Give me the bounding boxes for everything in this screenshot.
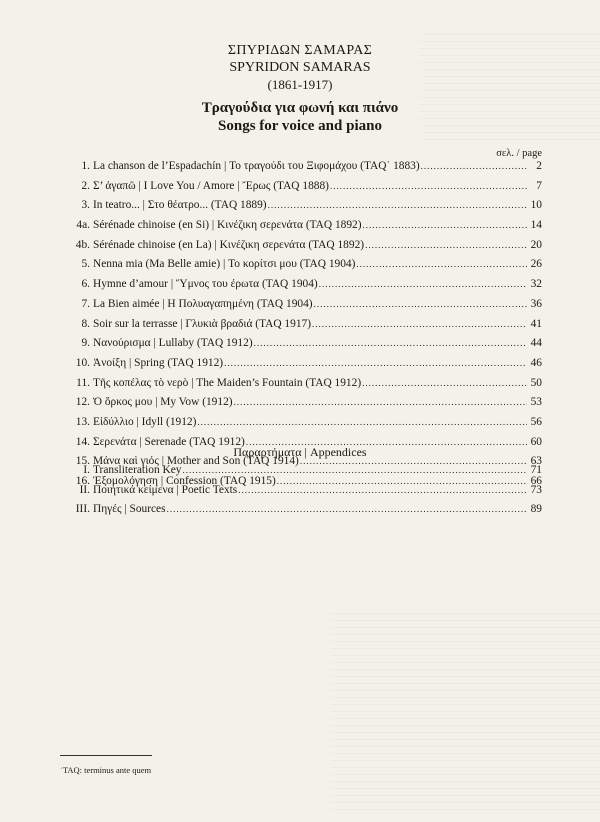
toc-entry	[50, 318, 542, 338]
toc-entry	[50, 484, 542, 504]
entry-page-number: 46	[530, 356, 542, 369]
composer-name-greek: ΣΠΥΡΙΔΩΝ ΣΑΜΑΡΑΣ	[227, 43, 373, 58]
entry-title: Sérénade chinoise (en La) | Κινέζικη σερενάτα (TAQ 1892)	[93, 238, 365, 251]
entry-title: Ὁ ὅρκος μου | My Vow (1912)	[93, 396, 233, 409]
dot-leader	[356, 259, 527, 269]
entry-page-number: 53	[530, 396, 542, 409]
entry-page-number: 41	[530, 317, 542, 330]
entry-number: 4a.	[76, 219, 90, 232]
entry-page-number: 73	[530, 483, 542, 496]
dot-leader	[254, 338, 527, 348]
entry-page-number: 32	[530, 278, 542, 291]
page-column-label: σελ. / page	[496, 148, 542, 159]
footnote-divider	[60, 755, 152, 756]
entry-number: 10.	[75, 356, 90, 369]
dot-leader	[421, 161, 527, 171]
dot-leader	[365, 240, 527, 250]
composer-dates: (1861-1917)	[267, 77, 333, 92]
entry-title: Ποιητικά κείμενα | Poetic Texts	[93, 483, 238, 496]
entry-title: Ἐξομολόγηση | Confession (TAQ 1915)	[93, 475, 276, 487]
entry-number: 2.	[81, 179, 90, 192]
toc-entry	[50, 199, 542, 219]
entry-title: Πηγές | Sources	[93, 503, 166, 516]
entry-page-number: 44	[530, 337, 542, 350]
entry-page-number: 14	[530, 219, 542, 232]
toc-entry	[50, 278, 542, 298]
dot-leader	[167, 504, 527, 514]
footnote: ˙TAQ: terminus ante quem	[60, 765, 152, 775]
toc-entry	[50, 298, 542, 318]
entry-title: Εἰδύλλιο | Idyll (1912)	[93, 415, 197, 428]
entry-title: Μάνα καὶ γιός | Mother and Son (TAQ 1914)	[93, 455, 299, 468]
entry-page-number: 89	[530, 503, 542, 516]
entry-number: 16.	[75, 475, 90, 487]
bleed-through-music-lower	[330, 610, 600, 810]
dot-leader	[319, 279, 527, 289]
composer-header	[0, 42, 600, 94]
dot-leader	[224, 358, 527, 368]
title-english: Songs for voice and piano	[218, 118, 382, 134]
entry-number: 14.	[75, 435, 90, 448]
toc-entry	[50, 377, 542, 397]
toc-entry	[50, 357, 542, 377]
entry-page-number: 7	[536, 179, 542, 192]
entry-number: 8.	[81, 317, 90, 330]
entry-number: 13.	[75, 415, 90, 428]
toc-entry	[50, 503, 542, 523]
toc-entry	[50, 464, 542, 484]
toc-entry	[50, 160, 542, 180]
dot-leader	[197, 417, 527, 427]
entry-title: In teatro... | Στο θέατρο... (TAQ 1889)	[93, 199, 267, 212]
entry-number: 9.	[81, 337, 90, 350]
title-greek: Τραγούδια για φωνή και πιάνο	[201, 100, 399, 116]
entry-number: 1.	[81, 160, 90, 172]
toc-entry	[50, 180, 542, 200]
entry-page-number: 10	[530, 199, 542, 212]
dot-leader	[312, 319, 527, 329]
entry-page-number: 50	[530, 376, 542, 389]
entry-title: Σερενάτα | Serenade (TAQ 1912)	[93, 435, 245, 448]
entry-page-number: 26	[530, 258, 542, 271]
entry-page-number: 56	[530, 415, 542, 428]
appendices-heading: Παραρτήματα | Appendices	[233, 445, 367, 459]
entry-title: Σ’ ἀγαπῶ | I Love You / Amore | Ἔρως (TAQ 1888)	[93, 179, 329, 192]
entry-number: 12.	[75, 396, 90, 409]
entry-title: Sérénade chinoise (en Si) | Κινέζικη σερενάτα (TAQ 1892)	[93, 219, 362, 232]
appendices-list	[50, 464, 542, 523]
entry-title: Transliteration Key	[93, 464, 182, 476]
toc-entry	[50, 337, 542, 357]
entry-title: Τῆς κοπέλας τὸ νερὸ | The Maiden’s Fountain (TAQ 1912)	[93, 376, 362, 389]
entry-number: 6.	[81, 278, 90, 291]
entry-title: Soir sur la terrasse | Γλυκιὰ βραδιά (TAQ 1917)	[93, 317, 312, 330]
toc-entry	[50, 219, 542, 239]
entry-number: 4b.	[75, 238, 90, 251]
dot-leader	[238, 485, 527, 495]
entry-page-number: 20	[530, 238, 542, 251]
toc-entry	[50, 396, 542, 416]
dot-leader	[234, 397, 527, 407]
entry-number: 3.	[81, 199, 90, 212]
dot-leader	[363, 220, 527, 230]
entry-title: Ἀνοίξη | Spring (TAQ 1912)	[93, 356, 224, 369]
entry-page-number: 36	[530, 297, 542, 310]
entry-page-number: 2	[536, 160, 542, 172]
entry-title: Nenna mia (Ma Belle amie) | Το κορίτσι μου (TAQ 1904)	[93, 258, 356, 271]
composer-name-latin: SPYRIDON SAMARAS	[229, 60, 371, 75]
collection-title	[0, 99, 600, 135]
dot-leader	[268, 200, 527, 210]
toc-entry	[50, 416, 542, 436]
entry-number: II.	[79, 483, 90, 496]
entry-title: La chanson de l’Espadachín | Το τραγούδι του Ξιφομάχου (TAQ˙ 1883)	[93, 160, 420, 172]
entry-number: 15.	[75, 455, 90, 468]
entry-number: I.	[83, 464, 90, 476]
entry-page-number: 63	[530, 455, 542, 468]
entry-title: Hymne d’amour | Ὕμνος του έρωτα (TAQ 1904)	[93, 278, 318, 291]
dot-leader	[362, 378, 527, 388]
entry-page-number: 71	[530, 464, 542, 476]
entry-number: 5.	[81, 258, 90, 271]
entry-number: III.	[75, 503, 90, 516]
entry-title: Νανούρισμα | Lullaby (TAQ 1912)	[93, 337, 253, 350]
dot-leader	[314, 299, 527, 309]
toc-entry	[50, 239, 542, 259]
dot-leader	[182, 465, 527, 475]
entry-page-number: 66	[530, 475, 542, 487]
entry-number: 11.	[76, 376, 90, 389]
toc-entry	[50, 258, 542, 278]
entry-number: 7.	[81, 297, 90, 310]
dot-leader	[330, 181, 527, 191]
entry-title: La Bien aimée | Η Πολυαγαπημένη (TAQ 1904)	[93, 297, 313, 310]
entry-page-number: 60	[530, 435, 542, 448]
